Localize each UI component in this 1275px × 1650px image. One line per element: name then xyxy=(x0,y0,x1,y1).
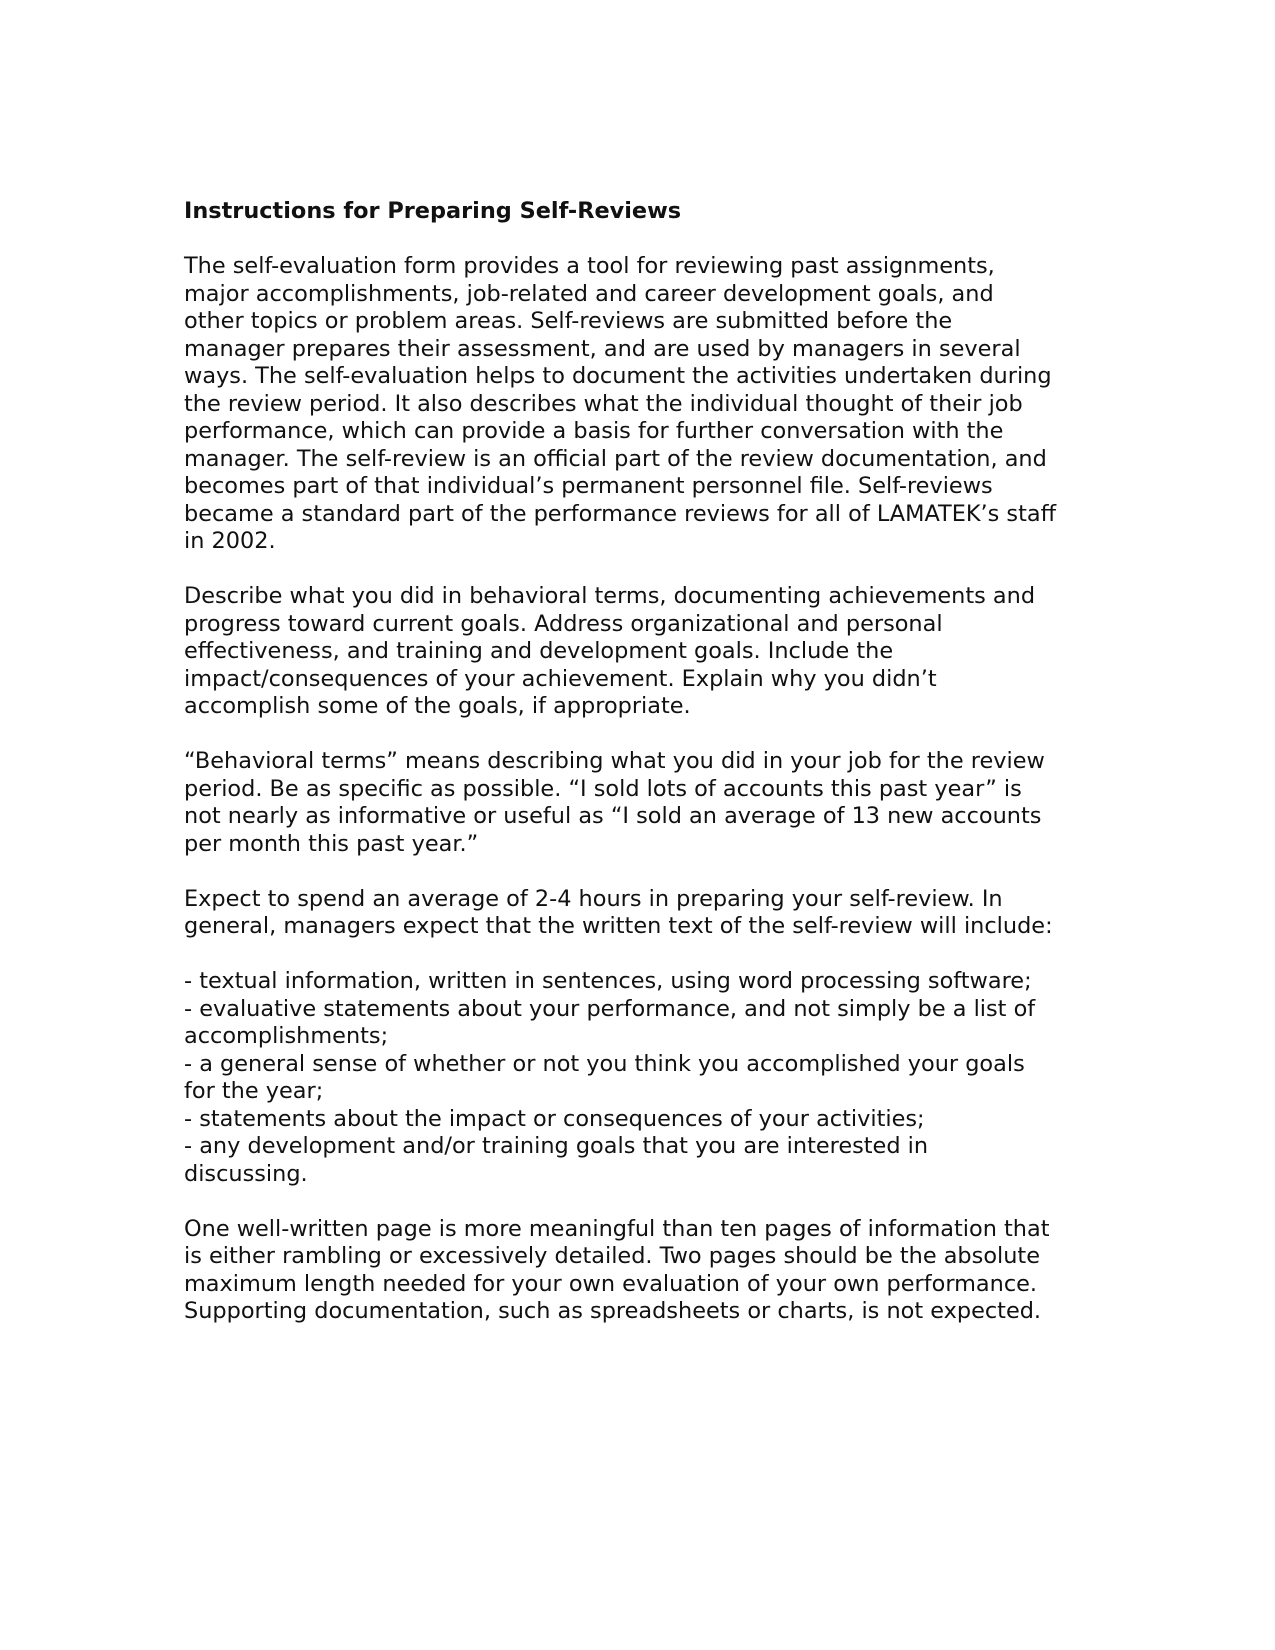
paragraph-describe xyxy=(184,583,1084,721)
text-line: progress toward current goals. Address organizational and personal xyxy=(184,610,943,637)
text-line: The self-evaluation form provides a tool for reviewing past assignments, xyxy=(184,253,995,279)
text-line: is either rambling or excessively detailed. Two pages should be the absolute xyxy=(184,1243,1040,1269)
text-line: effectiveness, and training and development goals. Include the xyxy=(184,638,894,664)
text-line: One well-written page is more meaningful than ten pages of information that xyxy=(184,1215,1050,1242)
text-line: performance, which can provide a basis for further conversation with the xyxy=(184,418,1004,444)
text-line: impact/consequences of your achievement. Explain why you didn’t xyxy=(184,665,937,692)
list-item: accomplishments; xyxy=(184,1023,389,1049)
text-line: Expect to spend an average of 2-4 hours in preparing your self-review. In xyxy=(184,885,1003,912)
text-line: accomplish some of the goals, if appropriate. xyxy=(184,693,691,719)
paragraph-length xyxy=(184,1216,1084,1326)
text-line: became a standard part of the performance reviews for all of LAMATEK’s staff xyxy=(184,500,1057,527)
text-line: maximum length needed for your own evaluation of your own performance. xyxy=(184,1270,1038,1297)
text-line: the review period. It also describes what the individual thought of their job xyxy=(184,390,1023,417)
document-body xyxy=(184,198,1084,1353)
text-line: per month this past year.” xyxy=(184,830,479,857)
list-item: for the year; xyxy=(184,1078,324,1104)
bullet-list xyxy=(184,968,1084,1188)
text-line: ways. The self-evaluation helps to document the activities undertaken during xyxy=(184,363,1052,389)
text-line: period. Be as specific as possible. “I sold lots of accounts this past year” is xyxy=(184,775,1022,802)
text-line: manager. The self-review is an official part of the review documentation, and xyxy=(184,445,1047,472)
text-line: major accomplishments, job-related and career development goals, and xyxy=(184,280,994,307)
text-line: Describe what you did in behavioral terms, documenting achievements and xyxy=(184,583,1036,609)
document-title: Instructions for Preparing Self-Reviews xyxy=(184,198,682,224)
paragraph-behavioral-terms xyxy=(184,748,1084,858)
text-line: manager prepares their assessment, and are used by managers in several xyxy=(184,335,1021,362)
text-line: other topics or problem areas. Self-reviews are submitted before the xyxy=(184,308,953,334)
text-line: not nearly as informative or useful as “I sold an average of 13 new accounts xyxy=(184,803,1042,829)
list-item: - a general sense of whether or not you think you accomplished your goals xyxy=(184,1050,1025,1077)
list-item: - evaluative statements about your performance, and not simply be a list of xyxy=(184,995,1036,1022)
list-item: - any development and/or training goals that you are interested in xyxy=(184,1133,929,1159)
paragraph-intro xyxy=(184,253,1084,556)
text-line: becomes part of that individual’s permanent personnel file. Self-reviews xyxy=(184,473,993,499)
text-line: Supporting documentation, such as spreadsheets or charts, is not expected. xyxy=(184,1298,1042,1324)
list-item: - statements about the impact or consequences of your activities; xyxy=(184,1105,925,1132)
text-line: general, managers expect that the written text of the self-review will include: xyxy=(184,913,1053,939)
text-line: in 2002. xyxy=(184,528,276,554)
list-item: discussing. xyxy=(184,1160,308,1187)
paragraph-expect xyxy=(184,886,1084,941)
list-item: - textual information, written in sentences, using word processing software; xyxy=(184,968,1032,994)
text-line: “Behavioral terms” means describing what you did in your job for the review xyxy=(184,748,1045,774)
